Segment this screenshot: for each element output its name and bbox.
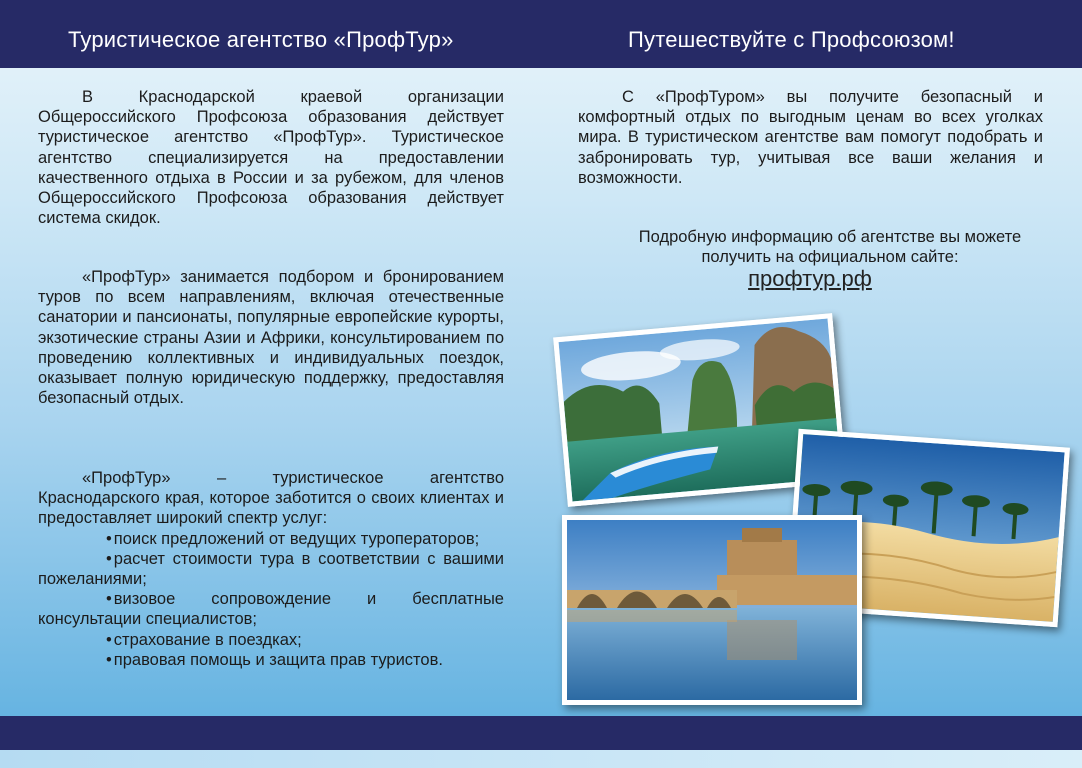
list-item: • расчет стоимости тура в соответствии с вашими пожеланиями; — [38, 549, 504, 589]
intro-text: В Краснодарской краевой организации Общероссийского Профсоюза образования действует туристическое агентство «ПрофТур». Туристическое агентство специализируется на предоставлении качественного отдыха в России и за рубежом, для членов Общероссийского Профсоюза образования действует система скидок. — [38, 88, 504, 228]
offer-text: «ПрофТур» – туристическое агентство Краснодарского края, которое заботится о своих клиентах и предоставляет широкий спектр услуг: — [38, 469, 504, 528]
header-left-title: Туристическое агентство «ПрофТур» — [68, 27, 454, 52]
bullet-icon: • — [106, 549, 112, 568]
list-item: • страхование в поездках; — [38, 630, 504, 650]
bullet-icon: • — [106, 630, 112, 649]
services-list — [38, 529, 504, 670]
footer-stripe — [0, 750, 1082, 768]
bullet-icon: • — [106, 650, 112, 669]
bullet-icon: • — [106, 590, 112, 609]
list-item: • визовое сопровождение и бесплатные консультации специалистов; — [38, 590, 504, 629]
intro-paragraph — [38, 87, 504, 228]
website-info-line-1: Подробную информацию об агентстве вы можете — [638, 228, 1022, 246]
website-info-line-2: получить на официальном сайте: — [701, 247, 959, 266]
website-link[interactable]: профтур.рф — [748, 266, 872, 291]
website-info — [600, 228, 1060, 267]
list-item: • правовая помощь и защита прав туристов. — [38, 650, 504, 670]
list-item: • поиск предложений от ведущих туроператоров; — [38, 529, 504, 549]
benefits-text: С «ПрофТуром» вы получите безопасный и комфортный отдых по выгодным ценам во всех уголках мира. В туристическом агентстве вам помогут подобрать и забронировать тур, учитывая все ваши желания и возможности. — [578, 88, 1043, 187]
header-right-title: Путешествуйте с Профсоюзом! — [628, 27, 955, 52]
footer-bar — [0, 716, 1082, 768]
header-bar — [0, 0, 1082, 68]
bullet-icon: • — [106, 529, 112, 548]
services-text: «ПрофТур» занимается подбором и бронированием туров по всем направлениям, включая отечественные санатории и пансионаты, популярные европейские курорты, экзотические страны Азии и Африки, консультированием по проведению коллективных и индивидуальных поездок, оказывает полную юридическую поддержку, предоставляя безопасный отдых. — [38, 268, 504, 408]
rome-castle-photo — [562, 515, 862, 705]
services-paragraph — [38, 267, 504, 408]
offer-paragraph — [38, 468, 504, 670]
benefits-paragraph — [578, 87, 1043, 188]
